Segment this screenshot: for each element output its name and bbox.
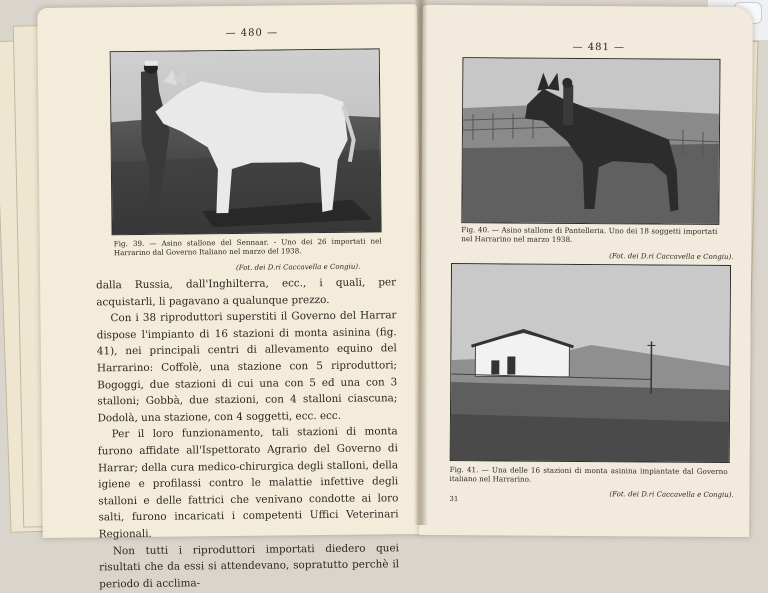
signature-mark: 31 (449, 495, 458, 503)
figure-40-caption: Fig. 40. — Asino stallone di Pantelleria. Uno dei 18 soggetti importati nel Harrarino nel marzo 1938. (461, 225, 717, 245)
right-page (419, 5, 753, 537)
page-number: — 481 — (573, 42, 626, 53)
figure-39-credit: (Fot. dei D.ri Caccavella e Congiu). (236, 263, 360, 272)
figure-41-caption: Fig. 41. — Una delle 16 stazioni di monta asinina impiantate dal Governo italiano nel Harrarino. (450, 465, 728, 485)
figure-41-credit: (Fot. dei D.ri Caccavella e Congiu). (609, 490, 733, 499)
figure-39-photo (110, 48, 382, 235)
paragraph-4: Non tutti i riproduttori importati diedero quei risultati che da essi si attendevano, sopratutto perchè il periodo di acclima- (99, 540, 400, 593)
book-gutter (414, 0, 428, 525)
figure-41-photo (450, 263, 731, 463)
page-number: — 480 — (225, 27, 278, 39)
paragraph-2: Con i 38 riproduttori superstiti il Governo del Harrar dispose l'impianto di 16 stazioni di monta asinina (fig. 41), nei principali centri di allevamento equino del Harrarino: Coffolè, una stazione con 5 riproduttori; Bogoggi, due stazioni di cui una con 5 ed una con 3 stalloni; Gobbà, due stazioni, con 4 stalloni ciascuna; Dodolà, una stazione, con 4 soggetti, ecc. ecc. (96, 307, 397, 426)
left-page (37, 4, 423, 538)
figure-40-photo (461, 57, 720, 225)
figure-40-credit: (Fot. dei D.ri Caccavella e Congiu). (609, 252, 733, 261)
figure-39-caption: Fig. 39. — Asino stallone del Sennaar. - Uno dei 26 importati nel Harrarino dal Governo Italiano nel marzo del 1938. (114, 236, 382, 257)
paragraph-3: Per il loro funzionamento, tali stazioni di monta furono affidate all'Ispettorato Agrario del Governo di Harrar; della cura medico-chirurgica degli stalloni, della igiene e profilassi contro le malattie infettive degli stalloni e delle fattrici che venivano condotte ai loro salti, furono incaricati i competenti Uffici Veterinari Regionali. (98, 424, 399, 543)
body-text (96, 274, 399, 592)
paragraph-1: dalla Russia, dall'Inghilterra, ecc., i quali, per acquistarli, li pagavano a qualunque prezzo. (96, 274, 396, 310)
